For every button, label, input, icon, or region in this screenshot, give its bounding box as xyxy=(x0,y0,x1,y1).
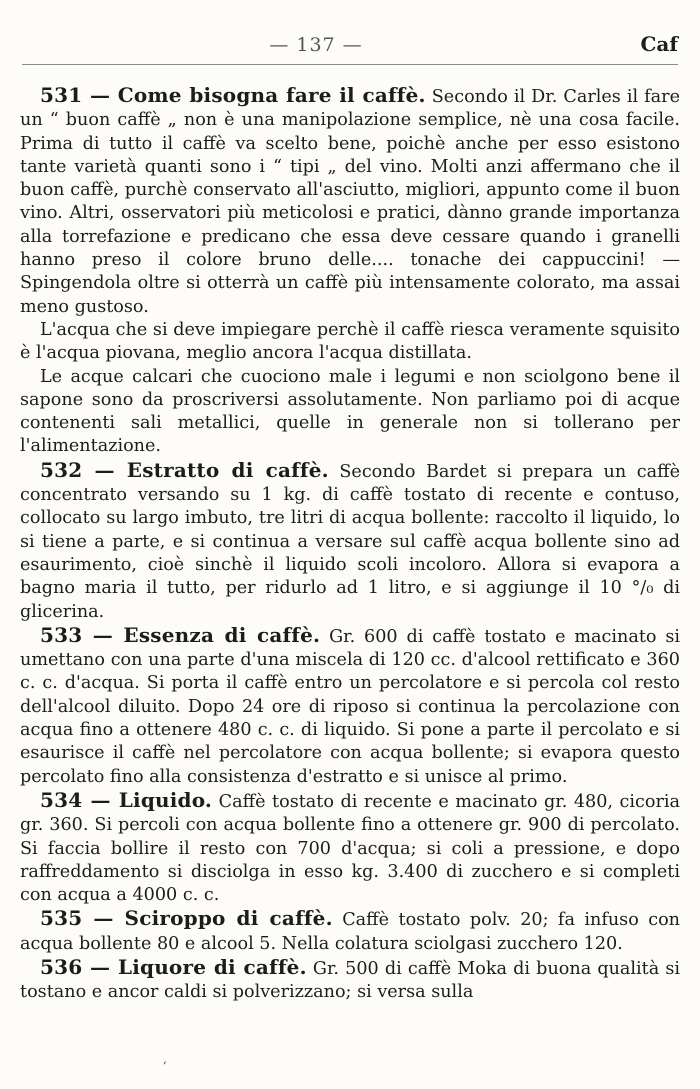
entry-heading: 533 — Essenza di caffè. xyxy=(40,622,321,647)
entry-531 xyxy=(20,84,680,319)
entry-paragraph: Caffè tostato polv. 20; fa infuso con acqua bollente 80 e alcool 5. Nella colatura sciolgasi zucchero 120. xyxy=(20,910,680,954)
running-head: Caf xyxy=(640,32,678,56)
entry-heading: 534 — Liquido. xyxy=(40,787,213,812)
entry-paragraph: Caffè tostato di recente e macinato gr. 480, cicoria gr. 360. Si percoli con acqua bollente fino a ottenere gr. 900 di percolato. Si faccia bollire il resto con 700 d'acqua; si coli a pressione, e dopo raffreddamento si disciolga in esso kg. 3.400 di zucchero e si completi con acqua a 4000 c. c. xyxy=(20,791,681,906)
entry-heading: 531 — Come bisogna fare il caffè. xyxy=(40,83,426,107)
entry-535 xyxy=(20,907,680,956)
page-header xyxy=(22,30,678,60)
entry-paragraph: Secondo il Dr. Carles il fare un “ buon caffè „ non è una manipolazione semplice, nè una cosa facile. Prima di tutto il caffè va scelto bene, poichè anche per esso esistono tante varietà quanti sono i “ tipi „ del vino. Molti anzi affermano che il buon caffè, purchè conservato all'asciutto, migliori, appunto come il buon vino. Altri, osservatori più meticolosi e pratici, dànno grande importanza alla torrefazione e predicano che essa deve cessare quando i granelli hanno preso il colore bruno delle.... tonache dei cappuccini! — Spingendola oltre si otterrà un caffè più intensamente colorato, ma assai meno gustoso. xyxy=(20,87,680,317)
header-rule xyxy=(22,64,678,65)
entry-heading: 532 — Estratto di caffè. xyxy=(40,457,329,482)
entry-paragraph: Le acque calcari che cuociono male i legumi e non sciolgono bene il sapone sono da proscriversi assolutamente. Non parliamo poi di acque contenenti sali metallici, quelle in generale non si tollerano per l'alimentazione. xyxy=(20,366,680,457)
entry-paragraph: Secondo Bardet si prepara un caffè concentrato versando su 1 kg. di caffè tostato di recente e contuso, collocato su largo imbuto, tre litri di acqua bollente: raccolto il liquido, lo si tiene a parte, e si continua a versare sul caffè acqua bollente sino ad esaurimento, cioè sinchè il liquido scoli incoloro. Allora si evapora a bagno maria il tutto, per ridurlo ad 1 litro, e si aggiunge il 10 °/₀ di glicerina. xyxy=(20,461,680,622)
entry-heading: 536 — Liquore di caffè. xyxy=(40,954,307,979)
body-text xyxy=(20,84,680,1005)
entry-paragraph: Gr. 600 di caffè tostato e macinato si umettano con una parte d'una miscela di 120 cc. d'alcool rettificato e 360 c. c. d'acqua. Si porta il caffè entro un percolatore e si percola col resto dell'alcool diluito. Dopo 24 ore di riposo si continua la percolazione con acqua fino a ottenere 480 c. c. di liquido. Si pone a parte il percolato e si esaurisce il caffè nel percolatore con acqua bollente; si evapora questo percolato fino alla consistenza d'estratto e si unisce al primo. xyxy=(20,626,680,787)
entry-536 xyxy=(20,956,680,1005)
entry-paragraph: Gr. 500 di caffè Moka di buona qualità si tostano e ancor caldi si polverizzano; si versa sulla xyxy=(20,958,681,1003)
page-number: — 137 — xyxy=(269,34,363,56)
entry-paragraph: L'acqua che si deve impiegare perchè il caffè riesca veramente squisito è l'acqua piovana, meglio ancora l'acqua distillata. xyxy=(20,319,680,364)
entry-heading: 535 — Sciroppo di caffè. xyxy=(40,906,333,931)
scan-mark: , xyxy=(163,1052,167,1066)
entry-532 xyxy=(20,459,680,624)
entry-533 xyxy=(20,624,680,789)
entry-534 xyxy=(20,789,680,907)
